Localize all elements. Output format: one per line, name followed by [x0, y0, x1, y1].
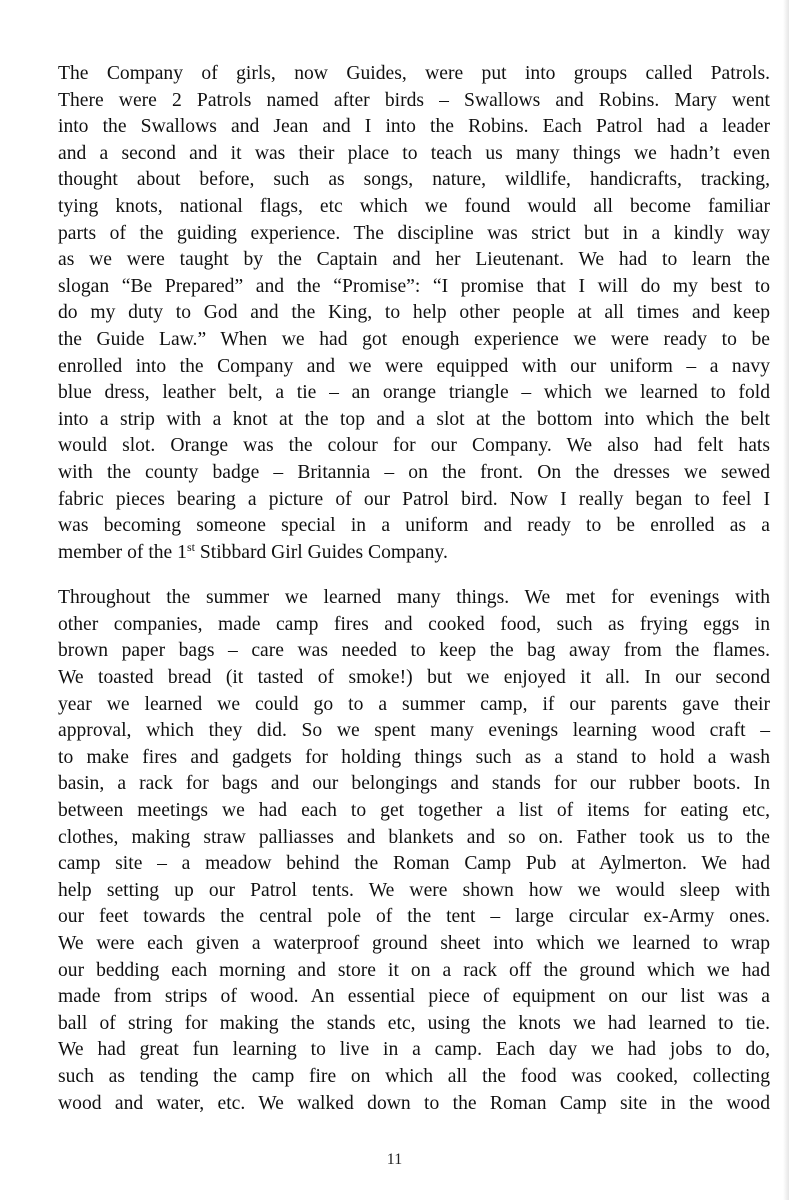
body-text [58, 61, 770, 1117]
text-line: wood and water, etc. We walked down to the Roman Camp site in the wood [58, 1092, 770, 1114]
page-edge-shadow [783, 0, 789, 1200]
text-line: There were 2 Patrols named after birds – Swallows and Robins. Mary went [58, 89, 770, 111]
final-line-start: member of the 1 [58, 541, 187, 563]
text-line: parts of the guiding experience. The discipline was strict but in a kindly way [58, 222, 770, 244]
text-line: our bedding each morning and store it on a rack off the ground which we had [58, 959, 770, 981]
text-line: The Company of girls, now Guides, were put into groups called Patrols. [58, 63, 770, 84]
ordinal-superscript: st [186, 539, 195, 554]
text-line: other companies, made camp fires and cooked food, such as frying eggs in [58, 613, 770, 635]
text-line: into a strip with a knot at the top and a slot at the bottom into which the belt [58, 408, 770, 430]
text-line: basin, a rack for bags and our belongings and stands for our rubber boots. In [58, 773, 770, 795]
text-line: was becoming someone special in a uniform and ready to be enrolled as a [58, 515, 770, 537]
paragraph-guides-patrols [58, 61, 770, 566]
text-line: with the county badge – Britannia – on the front. On the dresses we sewed [58, 461, 770, 483]
text-line: approval, which they did. So we spent many evenings learning wood craft – [58, 720, 770, 742]
text-line: We toasted bread (it tasted of smoke!) but we enjoyed it all. In our second [58, 667, 770, 689]
text-line-final [58, 540, 770, 567]
page-number: 11 [386, 1151, 403, 1168]
text-line: enrolled into the Company and we were equipped with our uniform – a navy [58, 355, 770, 377]
text-line: brown paper bags – care was needed to keep the bag away from the flames. [58, 640, 770, 662]
text-line: between meetings we had each to get together a list of items for eating etc, [58, 800, 770, 822]
final-line-end: Stibbard Girl Guides Company. [194, 541, 448, 563]
text-line: into the Swallows and Jean and I into the Robins. Each Patrol had a leader [58, 116, 770, 138]
text-line: as we were taught by the Captain and her Lieutenant. We had to learn the [58, 249, 770, 271]
text-line: such as tending the camp fire on which all the food was cooked, collecting [58, 1065, 770, 1087]
text-line: help setting up our Patrol tents. We were shown how we would sleep with [58, 879, 770, 901]
text-line: slogan “Be Prepared” and the “Promise”: “I promise that I will do my best to [58, 275, 770, 297]
text-line: We had great fun learning to live in a camp. Each day we had jobs to do, [58, 1039, 770, 1061]
text-line: clothes, making straw palliasses and blankets and so on. Father took us to the [58, 826, 770, 848]
text-line: and a second and it was their place to teach us many things we hadn’t even [58, 142, 770, 164]
text-line: camp site – a meadow behind the Roman Camp Pub at Aylmerton. We had [58, 853, 770, 875]
text-line: ball of string for making the stands etc, using the knots we had learned to tie. [58, 1012, 770, 1034]
text-line: year we learned we could go to a summer camp, if our parents gave their [58, 693, 770, 715]
text-line: our feet towards the central pole of the tent – large circular ex-Army ones. [58, 906, 770, 928]
text-line: fabric pieces bearing a picture of our Patrol bird. Now I really began to feel I [58, 488, 770, 510]
text-line: would slot. Orange was the colour for our Company. We also had felt hats [58, 435, 770, 457]
text-line: the Guide Law.” When we had got enough experience we were ready to be [58, 328, 770, 350]
text-line: made from strips of wood. An essential piece of equipment on our list was a [58, 986, 770, 1008]
text-line: to make fires and gadgets for holding things such as a stand to hold a wash [58, 746, 770, 768]
text-line: do my duty to God and the King, to help other people at all times and keep [58, 302, 770, 324]
text-line: Throughout the summer we learned many things. We met for evenings with [58, 587, 770, 609]
text-line: We were each given a waterproof ground sheet into which we learned to wrap [58, 933, 770, 954]
text-line: thought about before, such as songs, nature, wildlife, handicrafts, tracking, [58, 169, 770, 191]
paragraph-summer-camp [58, 585, 770, 1117]
text-line: tying knots, national flags, etc which we found would all become familiar [58, 195, 770, 217]
text-line: blue dress, leather belt, a tie – an orange triangle – which we learned to fold [58, 382, 770, 404]
